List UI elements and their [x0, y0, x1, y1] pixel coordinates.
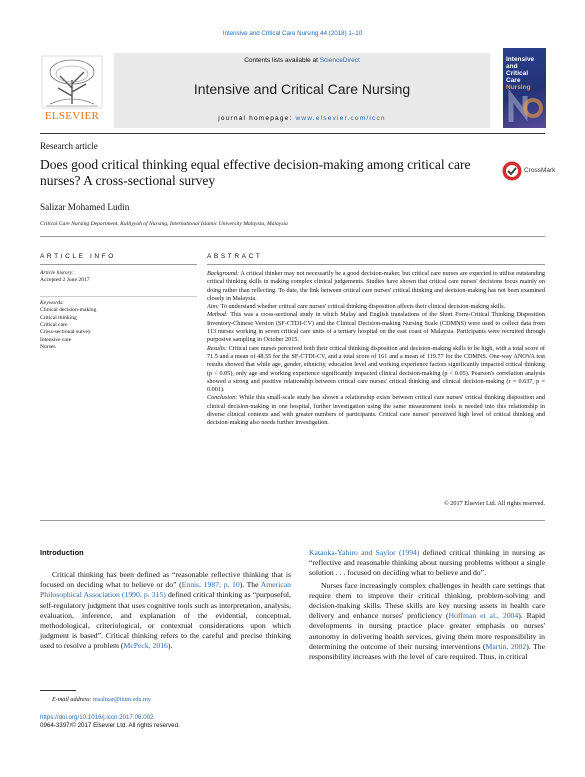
abstract-method	[207, 311, 545, 344]
cover-title-line-3: Nursing	[506, 84, 531, 91]
article-title: Does good critical thinking equal effective decision-making among critical care nurses? A cross-sectional survey	[40, 157, 471, 188]
abstract-copyright: © 2017 Elsevier Ltd. All rights reserved.	[444, 500, 545, 507]
issn-line: 0964-3397/© 2017 Elsevier Ltd. All rights reserved.	[40, 722, 180, 729]
running-head[interactable]: Intensive and Critical Care Nursing 44 (2018) 1–10	[222, 30, 363, 37]
crossmark-button[interactable]	[502, 161, 556, 181]
email-link[interactable]: msalizar@iium.edu.my	[93, 696, 151, 703]
r2-text-b: ). Rapid developments in nursing practice place greater emphasis on nurses' autonomy in delivering health services, giving them more responsibility in determining the outcome of their nursing interventions (	[309, 611, 545, 651]
abstract-background	[207, 270, 545, 303]
keyword-item: Critical care	[40, 322, 68, 329]
p1-text-a: Critical thinking has been defined as “reasonable reflective thinking that is focused on deciding what to believe or do” (	[40, 570, 291, 590]
introduction-paragraph-1	[40, 570, 291, 652]
r2-text-a: Nurses face increasingly complex challenges in health care settings that require them to improve their critical thinking, problem-solving and decision-making skills. These skills are key nursing assets in health care delivery and enhance nurses' proficiency (	[309, 580, 545, 621]
method-label: Method:	[207, 311, 228, 319]
keyword-item: Critical thinking	[40, 314, 77, 321]
journal-masthead	[40, 48, 545, 134]
introduction-right-column	[309, 548, 545, 662]
aim-label: Aim:	[207, 303, 220, 311]
contents-prefix: Contents lists available at	[244, 57, 320, 64]
doi-link[interactable]: https://doi.org/10.1016/j.iccn.2017.06.002	[40, 714, 154, 721]
title-rule	[40, 236, 545, 237]
footnote-rule	[40, 690, 76, 691]
article-info-divider	[40, 296, 197, 297]
abstract-rule	[207, 264, 545, 265]
citation-link[interactable]: Hoffman et al., 2004	[448, 611, 519, 621]
cover-title-line-1: Intensive and	[506, 56, 535, 70]
email-footnote	[52, 696, 151, 703]
r1-text: defined critical thinking in nursing as “reflective and reasonable thinking about nursing problems without a single solution . . . focused on deciding what to believe and do”.	[309, 548, 545, 578]
crossmark-icon	[502, 161, 522, 181]
article-type: Research article	[40, 141, 98, 151]
introduction-paragraph-3	[309, 581, 545, 663]
introduction-heading: Introduction	[40, 548, 84, 557]
r2-text-c: ). The responsibility increases with the level of care required. Thus, in critical	[309, 641, 545, 662]
journal-cover-thumbnail	[503, 48, 546, 128]
citation-link[interactable]: Martin, 2002	[485, 641, 527, 651]
journal-homepage-link[interactable]: www.elsevier.com/iccn	[295, 115, 386, 122]
abstract-results	[207, 345, 545, 395]
introduction-paragraph-2	[309, 548, 545, 579]
keyword-item: Clinical decision-making	[40, 307, 97, 314]
results-text: Critical care nurses perceived both their critical thinking disposition and decision-making skills to be high, with a total score of 71.5 and a mean of 48.55 for the SF-CTDI-CV, and a total score of 161 and a mean of 119.77 for the CDMNS. One-way ANOVA test results showed that while age, gender, ethnicity, education level and working experience factors significantly impacted critical thinking (p < 0.05), only age and working experience significantly impacted clinical decision-making (p < 0.05). Pearson's correlation analysis showed a strong and positive relationship between critical care nurses' critical thinking and clinical decision-making (r = 0.637, p = 0.001).	[207, 344, 545, 394]
keyword-item: Intensive care	[40, 336, 72, 343]
journal-band	[114, 53, 490, 128]
keywords-label: Keywords:	[40, 299, 65, 306]
sciencedirect-link[interactable]: ScienceDirect	[319, 57, 360, 64]
author-name: Salizar Mohamed Ludin	[40, 202, 130, 212]
homepage-line	[114, 115, 490, 122]
keyword-item: Nurses	[40, 344, 56, 351]
accepted-date: Accepted 2 June 2017	[40, 277, 90, 284]
cover-title-line-2: Critical Care	[506, 70, 529, 84]
author-affiliation: Critical Care Nursing Department, Kulliyyah of Nursing, International Islamic University Malaysia, Malaysia	[40, 221, 288, 227]
citation-link[interactable]: McPeck, 2016	[123, 641, 168, 651]
crossmark-label: CrossMark	[524, 167, 556, 174]
contents-line	[114, 57, 490, 64]
journal-title: Intensive and Critical Care Nursing	[193, 81, 411, 97]
p1-text-d: ).	[167, 641, 173, 651]
citation-link[interactable]: American Philosophical Association (1990, p. 315)	[40, 580, 292, 600]
homepage-prefix: journal homepage:	[218, 115, 296, 122]
history-label: Article history:	[40, 270, 75, 276]
abstract-heading: ABSTRACT	[207, 253, 263, 260]
results-label: Results:	[207, 344, 227, 352]
article-info-rule	[40, 264, 197, 265]
abstract-end-rule	[40, 520, 545, 521]
abstract-conclusion	[207, 394, 545, 427]
abstract-aim	[207, 303, 545, 311]
citation-link[interactable]: Kataoka-Yahiro and Saylor (1994)	[309, 548, 420, 557]
header-rule	[40, 133, 545, 134]
background-text: A critical thinker may not necessarily be a good decision-maker, but critical care nurses are expected to utilise outstanding critical thinking skills in making complex clinical judgements. Studies have shown that critical care nurses' decisions focus mainly on doing rather than reflecting. To date, the link between critical care nurses' critical thinking and decision-making has not been examined closely in Malaysia.	[207, 270, 545, 302]
abstract-body	[207, 270, 545, 428]
email-label: E-mail address:	[52, 696, 92, 703]
publisher-name: ELSEVIER	[44, 110, 100, 122]
citation-link[interactable]: Ennis, 1987; p. 10	[181, 580, 240, 590]
method-text: This was a cross-sectional study in which Malay and English translations of the Short Form-Critical Thinking Disposition Inventory-Chinese Version (SF-CTDI-CV) and the Clinical Decision-making Nursing Scale (CDMNS) were used to collect data from 113 nurses working in seven critical care units of a tertiary hospital on the east coast of Malaysia. Participants were recruited through purposive sampling in October 2015.	[207, 311, 545, 344]
article-info	[40, 270, 197, 352]
keyword-item: Cross-sectional survey	[40, 329, 91, 336]
conclusion-label: Conclusion:	[207, 394, 238, 402]
aim-text: To understand whether critical care nurses' critical thinking disposition affects their clinical decision-making skills.	[219, 303, 506, 311]
background-label: Background:	[207, 270, 240, 277]
p1-text-b: ). The	[239, 580, 261, 590]
article-info-heading: ARTICLE INFO	[40, 253, 116, 260]
p1-text-c: defined critical thinking as “purposeful, self-regulatory judgment that uses cognitive tools such as interpretation, analysis, evaluation, inference, and explanation of the evidential, conceptual, methodological, criteriological, or contextual considerations upon which judgment is based”. Critical thinking refers to the careful and precise thinking used to resolve a problem (	[40, 590, 291, 651]
conclusion-text: While this small-scale study has shown a relationship exists between critical care nurses' critical thinking disposition and clinical decision-making in one hospital, further investigation using the same measurement tools is needed into this relationship in diverse clinical contexts and with greater numbers of participants. Critical care nurses' perceived high level of critical thinking and decision-making also needs further investigation.	[207, 394, 545, 427]
cover-artwork-icon	[507, 86, 543, 126]
